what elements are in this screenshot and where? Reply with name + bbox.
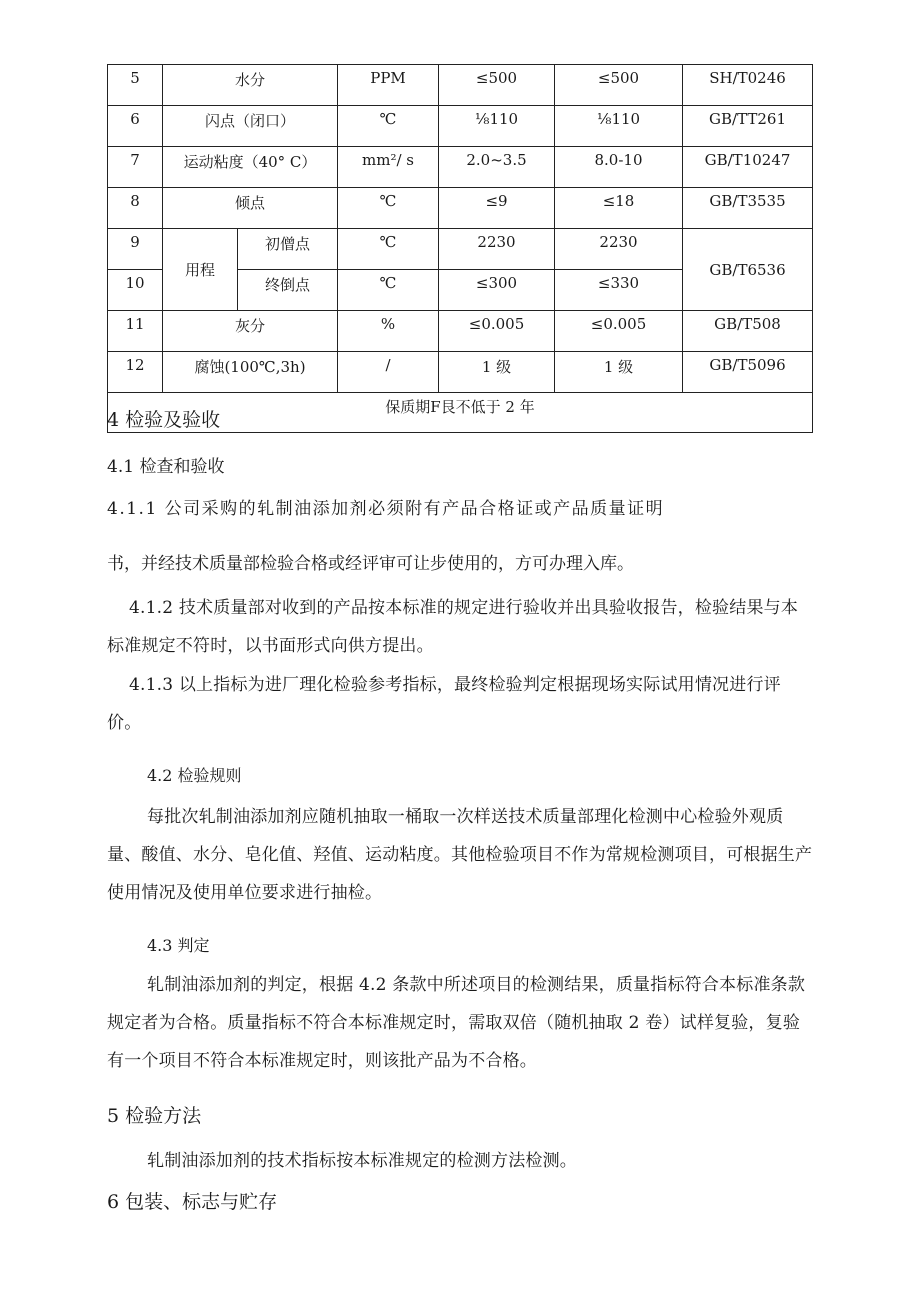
shelf-life-note: 保质期F艮不低于 2 年	[108, 393, 813, 433]
test-method: GB/T6536	[683, 229, 813, 311]
section-4-1-3-text: 4.1.3 以上指标为进厂理化检验参考指标，最终检验判定根据现场实际试用情况进行评价。	[107, 675, 781, 733]
test-method: SH/T0246	[683, 65, 813, 106]
item-name: 闪点（闭口）	[163, 106, 338, 147]
row-number: 7	[108, 147, 163, 188]
test-method: GB/TT261	[683, 106, 813, 147]
section-4-3-title: 4.3 判定	[147, 936, 210, 955]
row-number: 8	[108, 188, 163, 229]
row-number: 10	[108, 270, 163, 311]
section-4-1-1-line2: 书，并经技术质量部检验合格或经评审可让步使用的，方可办理入库。	[107, 554, 634, 574]
value-b: 2230	[555, 229, 683, 270]
value-b: ⅛110	[555, 106, 683, 147]
section-5-text: 轧制油添加剂的技术指标按本标准规定的检测方法检测。	[147, 1151, 577, 1171]
range-group-label: 用程	[163, 229, 238, 311]
item-name: 灰分	[163, 311, 338, 352]
item-name: 倾点	[163, 188, 338, 229]
value-b: ≤500	[555, 65, 683, 106]
sub-item-name: 初僧点	[238, 229, 338, 270]
section-6-title: 6 包装、标志与贮存	[107, 1191, 278, 1213]
row-number: 12	[108, 352, 163, 393]
value-b: ≤18	[555, 188, 683, 229]
value-a: ⅛110	[439, 106, 555, 147]
section-4-1-2-text: 4.1.2 技术质量部对收到的产品按本标准的规定进行验收并出具验收报告，检验结果与本标准规定不符时，以书面形式向供方提出。	[107, 598, 799, 656]
item-name: 水分	[163, 65, 338, 106]
section-4-3-text: 轧制油添加剂的判定，根据 4.2 条款中所述项目的检测结果，质量指标符合本标准条款规定者为合格。质量指标不符合本标准规定时，需取双倍（随机抽取 2 卷）试样复验，复验有一个项目不符合本标准规定时，则该批产品为不合格。	[107, 975, 806, 1071]
unit: %	[338, 311, 439, 352]
value-b: ≤0.005	[555, 311, 683, 352]
unit: ℃	[338, 106, 439, 147]
section-4-1-2-paragraph	[107, 589, 813, 665]
section-4-1-title: 4.1 检查和验收	[107, 457, 225, 477]
value-a: 2230	[439, 229, 555, 270]
spec-table	[107, 64, 813, 433]
table-row	[108, 188, 813, 229]
section-4-2-text: 每批次轧制油添加剂应随机抽取一桶取一次样送技术质量部理化检测中心检验外观质量、酸值、水分、皂化值、羟值、运动粘度。其他检验项目不作为常规检测项目，可根据生产使用情况及使用单位要求进行抽检。	[107, 807, 813, 903]
value-a: 1 级	[439, 352, 555, 393]
table-row	[108, 229, 813, 270]
table-row	[108, 106, 813, 147]
unit: ℃	[338, 188, 439, 229]
item-name: 腐蚀(100℃,3h)	[163, 352, 338, 393]
section-4-1-3-paragraph	[107, 666, 813, 742]
sub-item-name: 终倒点	[238, 270, 338, 311]
section-4-2-paragraph	[107, 798, 813, 912]
test-method: GB/T10247	[683, 147, 813, 188]
value-a: ≤9	[439, 188, 555, 229]
row-number: 6	[108, 106, 163, 147]
value-a: ≤500	[439, 65, 555, 106]
section-4-3-paragraph	[107, 966, 813, 1080]
test-method: GB/T508	[683, 311, 813, 352]
table-row	[108, 65, 813, 106]
section-5-paragraph	[107, 1142, 813, 1180]
section-4-2-title: 4.2 检验规则	[147, 766, 242, 785]
table-row	[108, 352, 813, 393]
unit: ℃	[338, 270, 439, 311]
value-a: ≤300	[439, 270, 555, 311]
test-method: GB/T5096	[683, 352, 813, 393]
unit: /	[338, 352, 439, 393]
row-number: 5	[108, 65, 163, 106]
value-a: ≤0.005	[439, 311, 555, 352]
value-b: ≤330	[555, 270, 683, 311]
row-number: 9	[108, 229, 163, 270]
value-b: 8.0-10	[555, 147, 683, 188]
section-5-title: 5 检验方法	[107, 1105, 202, 1127]
value-a: 2.0~3.5	[439, 147, 555, 188]
table-row	[108, 147, 813, 188]
section-4-title: 4 检验及验收	[107, 409, 221, 431]
section-4-1-1-line1: 4.1.1 公司采购的轧制油添加剂必须附有产品合格证或产品质量证明	[107, 499, 665, 519]
unit: mm²/ s	[338, 147, 439, 188]
item-name: 运动粘度（40° C）	[163, 147, 338, 188]
unit: ℃	[338, 229, 439, 270]
table-row	[108, 311, 813, 352]
row-number: 11	[108, 311, 163, 352]
value-b: 1 级	[555, 352, 683, 393]
unit: PPM	[338, 65, 439, 106]
test-method: GB/T3535	[683, 188, 813, 229]
